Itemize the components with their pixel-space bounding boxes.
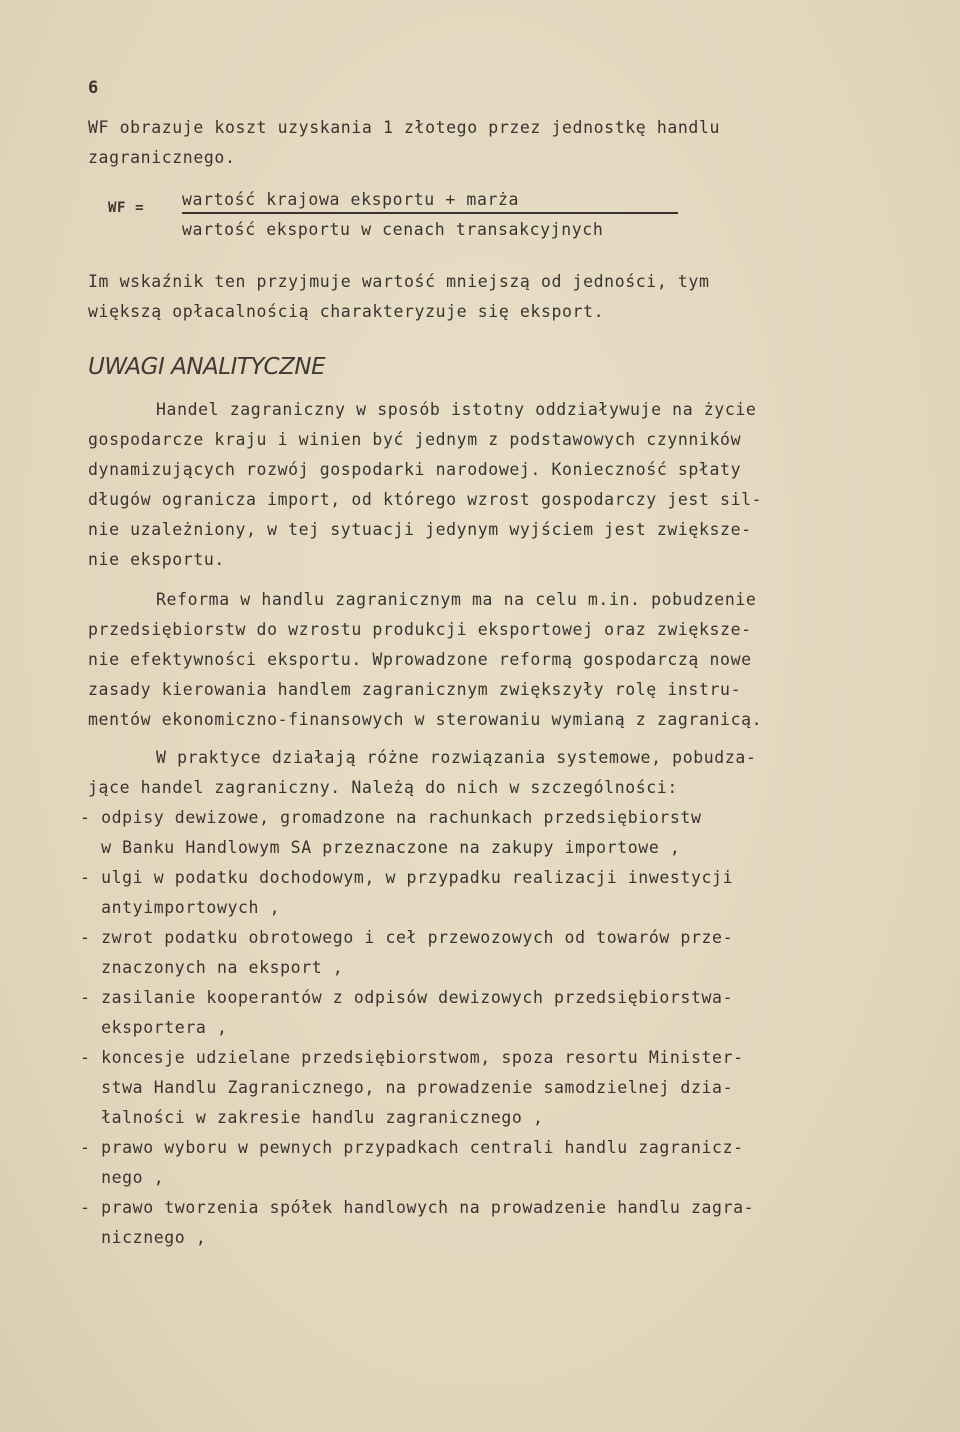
- paragraph-line: nie efektywności eksportu. Wprowadzone reformą gospodarczą nowe: [88, 650, 752, 669]
- list-item-line: łalności w zakresie handlu zagranicznego ,: [80, 1108, 544, 1127]
- paragraph-line: nie eksportu.: [88, 550, 225, 569]
- intro-line-2: zagranicznego.: [88, 148, 236, 167]
- formula-numerator: wartość krajowa eksportu + marża: [182, 190, 520, 209]
- list-item-line: - ulgi w podatku dochodowym, w przypadku realizacji inwestycji: [80, 868, 734, 887]
- paragraph-line: jące handel zagraniczny. Należą do nich w szczególności:: [88, 778, 678, 797]
- paragraph-line: W praktyce działają różne rozwiązania systemowe, pobudza-: [156, 748, 757, 767]
- list-item-line: nego ,: [80, 1168, 165, 1187]
- list-item-line: znaczonych na eksport ,: [80, 958, 344, 977]
- list-item-line: - koncesje udzielane przedsiębiorstwom, spoza resortu Minister-: [80, 1048, 744, 1067]
- paragraph-line: przedsiębiorstw do wzrostu produkcji eksportowej oraz zwiększe-: [88, 620, 752, 639]
- list-item-line: - prawo wyboru w pewnych przypadkach centrali handlu zagranicz-: [80, 1138, 744, 1157]
- list-item-line: eksportera ,: [80, 1018, 228, 1037]
- section-heading: UWAGI ANALITYCZNE: [88, 354, 326, 380]
- list-item-line: w Banku Handlowym SA przeznaczone na zakupy importowe ,: [80, 838, 681, 857]
- list-item-line: antyimportowych ,: [80, 898, 281, 917]
- page-number: 6: [88, 78, 99, 98]
- paragraph-line: Handel zagraniczny w sposób istotny oddziaływuje na życie: [156, 400, 757, 419]
- after-formula-line-1: Im wskaźnik ten przyjmuje wartość mniejszą od jedności, tym: [88, 272, 710, 291]
- paragraph-line: długów ogranicza import, od którego wzrost gospodarczy jest sil-: [88, 490, 763, 509]
- intro-line-1: WF obrazuje koszt uzyskania 1 złotego przez jednostkę handlu: [88, 118, 721, 137]
- list-item-line: - zasilanie kooperantów z odpisów dewizowych przedsiębiorstwa-: [80, 988, 734, 1007]
- formula-denominator: wartość eksportu w cenach transakcyjnych: [182, 220, 604, 239]
- paragraph-line: zasady kierowania handlem zagranicznym zwiększyły rolę instru-: [88, 680, 742, 699]
- after-formula-line-2: większą opłacalnością charakteryzuje się eksport.: [88, 302, 605, 321]
- formula-lhs: WF =: [108, 200, 145, 216]
- paragraph-line: mentów ekonomiczno-finansowych w sterowaniu wymianą z zagranicą.: [88, 710, 763, 729]
- list-item-line: - odpisy dewizowe, gromadzone na rachunkach przedsiębiorstw: [80, 808, 702, 827]
- list-item-line: nicznego ,: [80, 1228, 207, 1247]
- list-item-line: - zwrot podatku obrotowego i ceł przewozowych od towarów prze-: [80, 928, 734, 947]
- paragraph-line: nie uzależniony, w tej sytuacji jedynym wyjściem jest zwiększe-: [88, 520, 752, 539]
- list-item-line: - prawo tworzenia spółek handlowych na prowadzenie handlu zagra-: [80, 1198, 755, 1217]
- paragraph-line: Reforma w handlu zagranicznym ma na celu m.in. pobudzenie: [156, 590, 757, 609]
- fraction-bar: [182, 212, 678, 214]
- list-item-line: stwa Handlu Zagranicznego, na prowadzenie samodzielnej dzia-: [80, 1078, 734, 1097]
- paragraph-line: gospodarcze kraju i winien być jednym z podstawowych czynników: [88, 430, 742, 449]
- paragraph-line: dynamizujących rozwój gospodarki narodowej. Konieczność spłaty: [88, 460, 742, 479]
